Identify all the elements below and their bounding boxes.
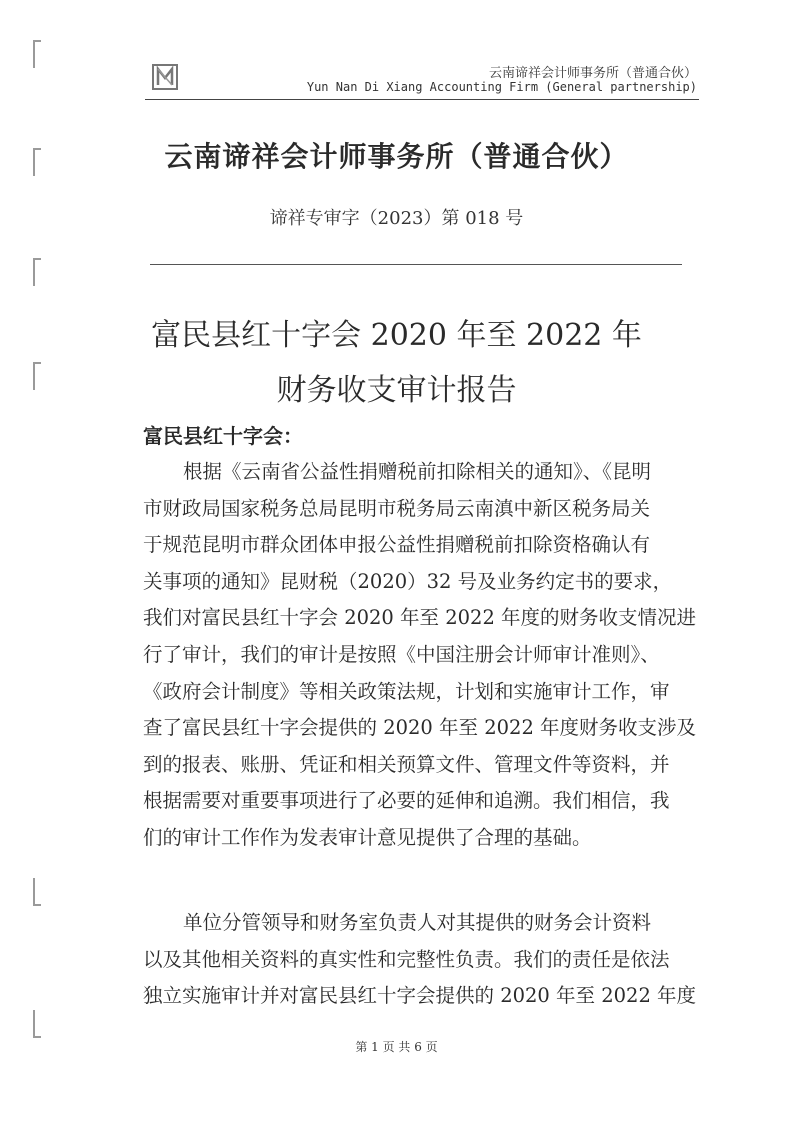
text-line: 《政府会计制度》等相关政策法规，计划和实施审计工作，审 (143, 679, 670, 703)
firm-logo-icon (152, 64, 178, 90)
title-divider (150, 264, 682, 265)
text-line: 于规范昆明市群众团体申报公益性捐赠税前扣除资格确认有 (143, 533, 651, 557)
document-number: 谛祥专审字（2023）第 018 号 (269, 208, 524, 229)
text-line: 独立实施审计并对富民县红十字会提供的 2020 年至 2022 年度 (143, 984, 697, 1008)
firm-title: 云南谛祥会计师事务所（普通合伙） (164, 140, 629, 173)
text-line: 到的报表、账册、凭证和相关预算文件、管理文件等资料，并 (143, 752, 670, 776)
header-divider (145, 99, 699, 100)
text-line: 根据《云南省公益性捐赠税前扣除相关的通知》、《昆明 (183, 460, 652, 483)
paragraph-2 (143, 905, 698, 1015)
text-line: 查了富民县红十字会提供的 2020 年至 2022 年度财务收支涉及 (143, 716, 697, 740)
header-firm-name-en: Yun Nan Di Xiang Accounting Firm (General partnership) (306, 80, 697, 94)
binding-mark (33, 40, 41, 68)
text-line: 们的审计工作作为发表审计意见提供了合理的基础。 (143, 825, 592, 849)
text-line: 市财政局国家税务总局昆明市税务局云南滇中新区税务局关 (143, 496, 651, 520)
salutation: 富民县红十字会： (143, 424, 303, 448)
text-line: 关事项的通知》昆财税（2020）32 号及业务约定书的要求， (143, 569, 673, 593)
text-line: 以及其他相关资料的真实性和完整性负责。我们的责任是依法 (143, 947, 670, 971)
page-number: 第 1 页 共 6 页 (355, 1040, 438, 1054)
report-title-line2: 财务收支审计报告 (276, 373, 517, 408)
text-line: 行了审计，我们的审计是按照《中国注册会计师审计准则》、 (143, 642, 660, 666)
binding-mark (33, 878, 41, 906)
paragraph-1 (143, 454, 698, 857)
text-line: 根据需要对重要事项进行了必要的延伸和追溯。我们相信，我 (143, 789, 670, 813)
binding-mark (33, 258, 41, 286)
report-title-line1: 富民县红十字会 2020 年至 2022 年 (151, 318, 642, 353)
text-line: 我们对富民县红十字会 2020 年至 2022 年度的财务收支情况进 (143, 606, 697, 630)
binding-mark (33, 1010, 41, 1038)
text-line: 单位分管领导和财务室负责人对其提供的财务会计资料 (183, 911, 652, 934)
header-firm-name-cn: 云南谛祥会计师事务所（普通合伙） (488, 66, 697, 81)
